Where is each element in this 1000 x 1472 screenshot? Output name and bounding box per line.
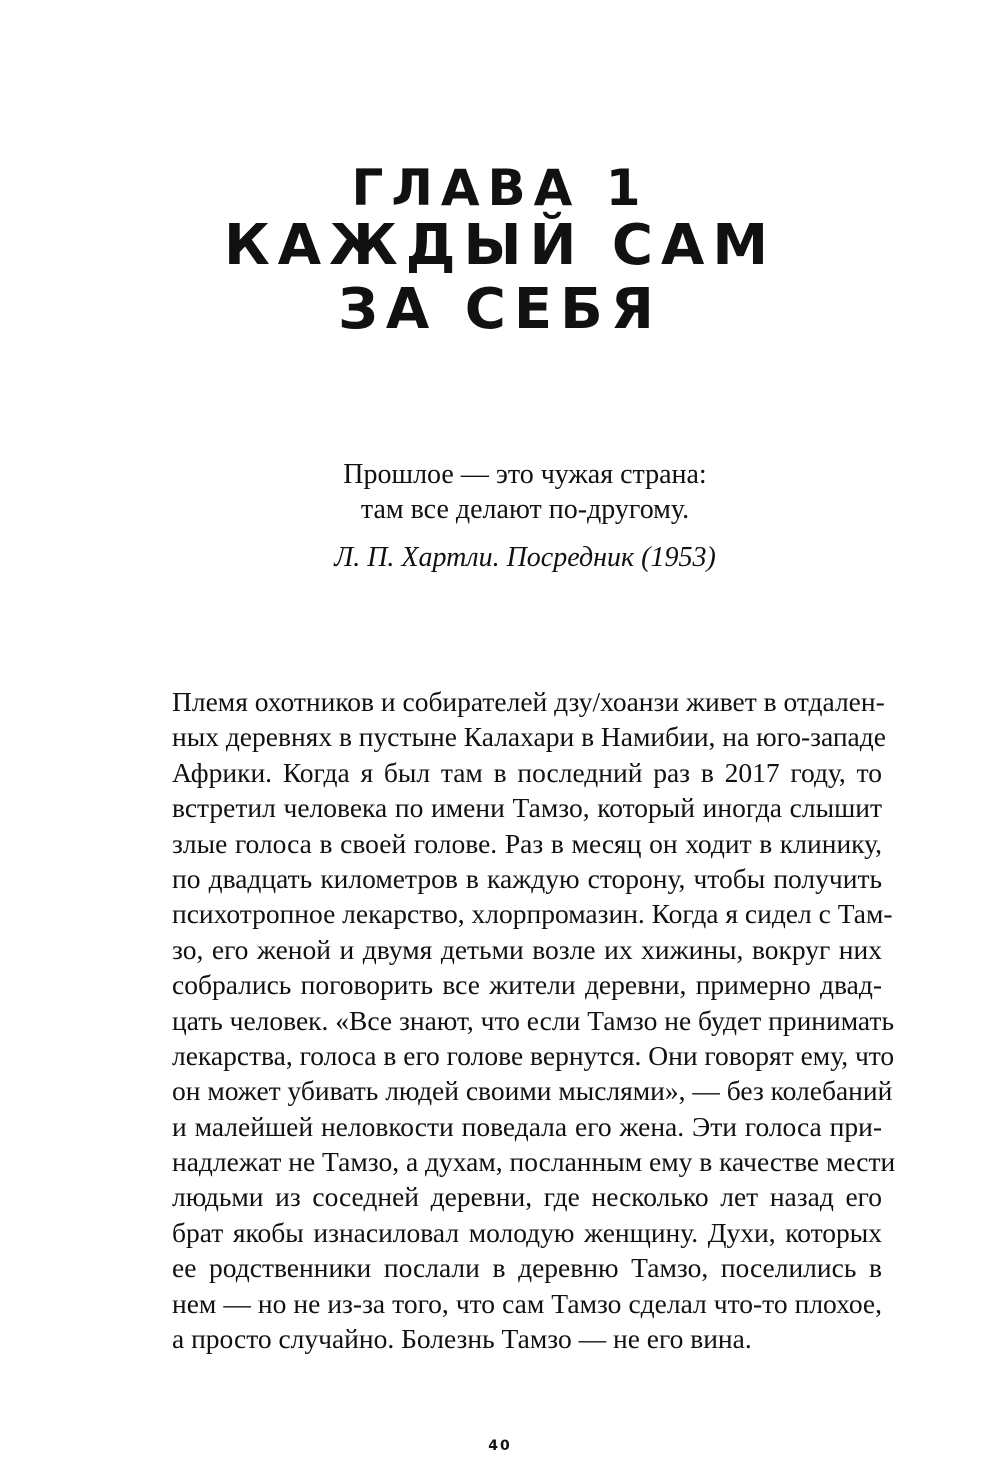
chapter-number: ГЛАВА 1 xyxy=(351,159,649,217)
body-line: встретил человека по имени Тамзо, который иногда слышит xyxy=(172,792,882,824)
body-line: зо, его женой и двумя детьми возле их хижины, вокруг них xyxy=(172,933,882,965)
body-line: злые голоса в своей голове. Раз в месяц он ходит в клинику, xyxy=(172,827,882,859)
body-paragraph xyxy=(172,684,896,1356)
epigraph-source: Л. П. Хартли. Посредник (1953) xyxy=(334,542,716,573)
body-line: людьми из соседней деревни, где несколько лет назад его xyxy=(172,1181,882,1213)
body-line: ее родственники послали в деревню Тамзо, поселились в xyxy=(172,1252,882,1284)
body-line: ных деревнях в пустыне Калахари в Намибии, на юго-западе xyxy=(172,721,886,753)
body-line: нем — но не из-за того, что сам Тамзо сделал что-то плохое, xyxy=(172,1287,882,1319)
epigraph-line-2: там все делают по-другому. xyxy=(360,494,690,525)
body-line: цать человек. «Все знают, что если Тамзо не будет принимать xyxy=(172,1004,894,1036)
body-line: Племя охотников и собирателей дзу/хоанзи живет в отдален- xyxy=(172,686,885,717)
body-line: надлежат не Тамзо, а духам, посланным ему в качестве мести xyxy=(172,1146,896,1178)
epigraph-line-1: Прошлое — это чужая страна: xyxy=(343,459,707,490)
body-line: и малейшей неловкости поведала его жена. Эти голоса при- xyxy=(172,1110,882,1142)
body-line: он может убивать людей своими мыслями», — без колебаний xyxy=(172,1075,893,1107)
body-line: собрались поговорить все жители деревни, примерно двад- xyxy=(172,969,882,1001)
body-line: брат якобы изнасиловал молодую женщину. Духи, которых xyxy=(172,1216,882,1248)
body-line: по двадцать километров в каждую сторону, чтобы получить xyxy=(172,862,882,894)
page-number: 40 xyxy=(488,1438,512,1454)
chapter-title-line-2: ЗА СЕБЯ xyxy=(338,277,662,342)
body-line: психотропное лекарство, хлорпромазин. Когда я сидел с Там- xyxy=(172,898,893,930)
body-line: лекарства, голоса в его голове вернутся. Они говорят ему, что xyxy=(172,1039,895,1071)
body-line-last: а просто случайно. Болезнь Тамзо — не его вина. xyxy=(172,1323,752,1355)
chapter-title-line-1: КАЖДЫЙ САМ xyxy=(223,213,777,278)
body-line: Африки. Когда я был там в последний раз в 2017 году, то xyxy=(172,756,882,788)
